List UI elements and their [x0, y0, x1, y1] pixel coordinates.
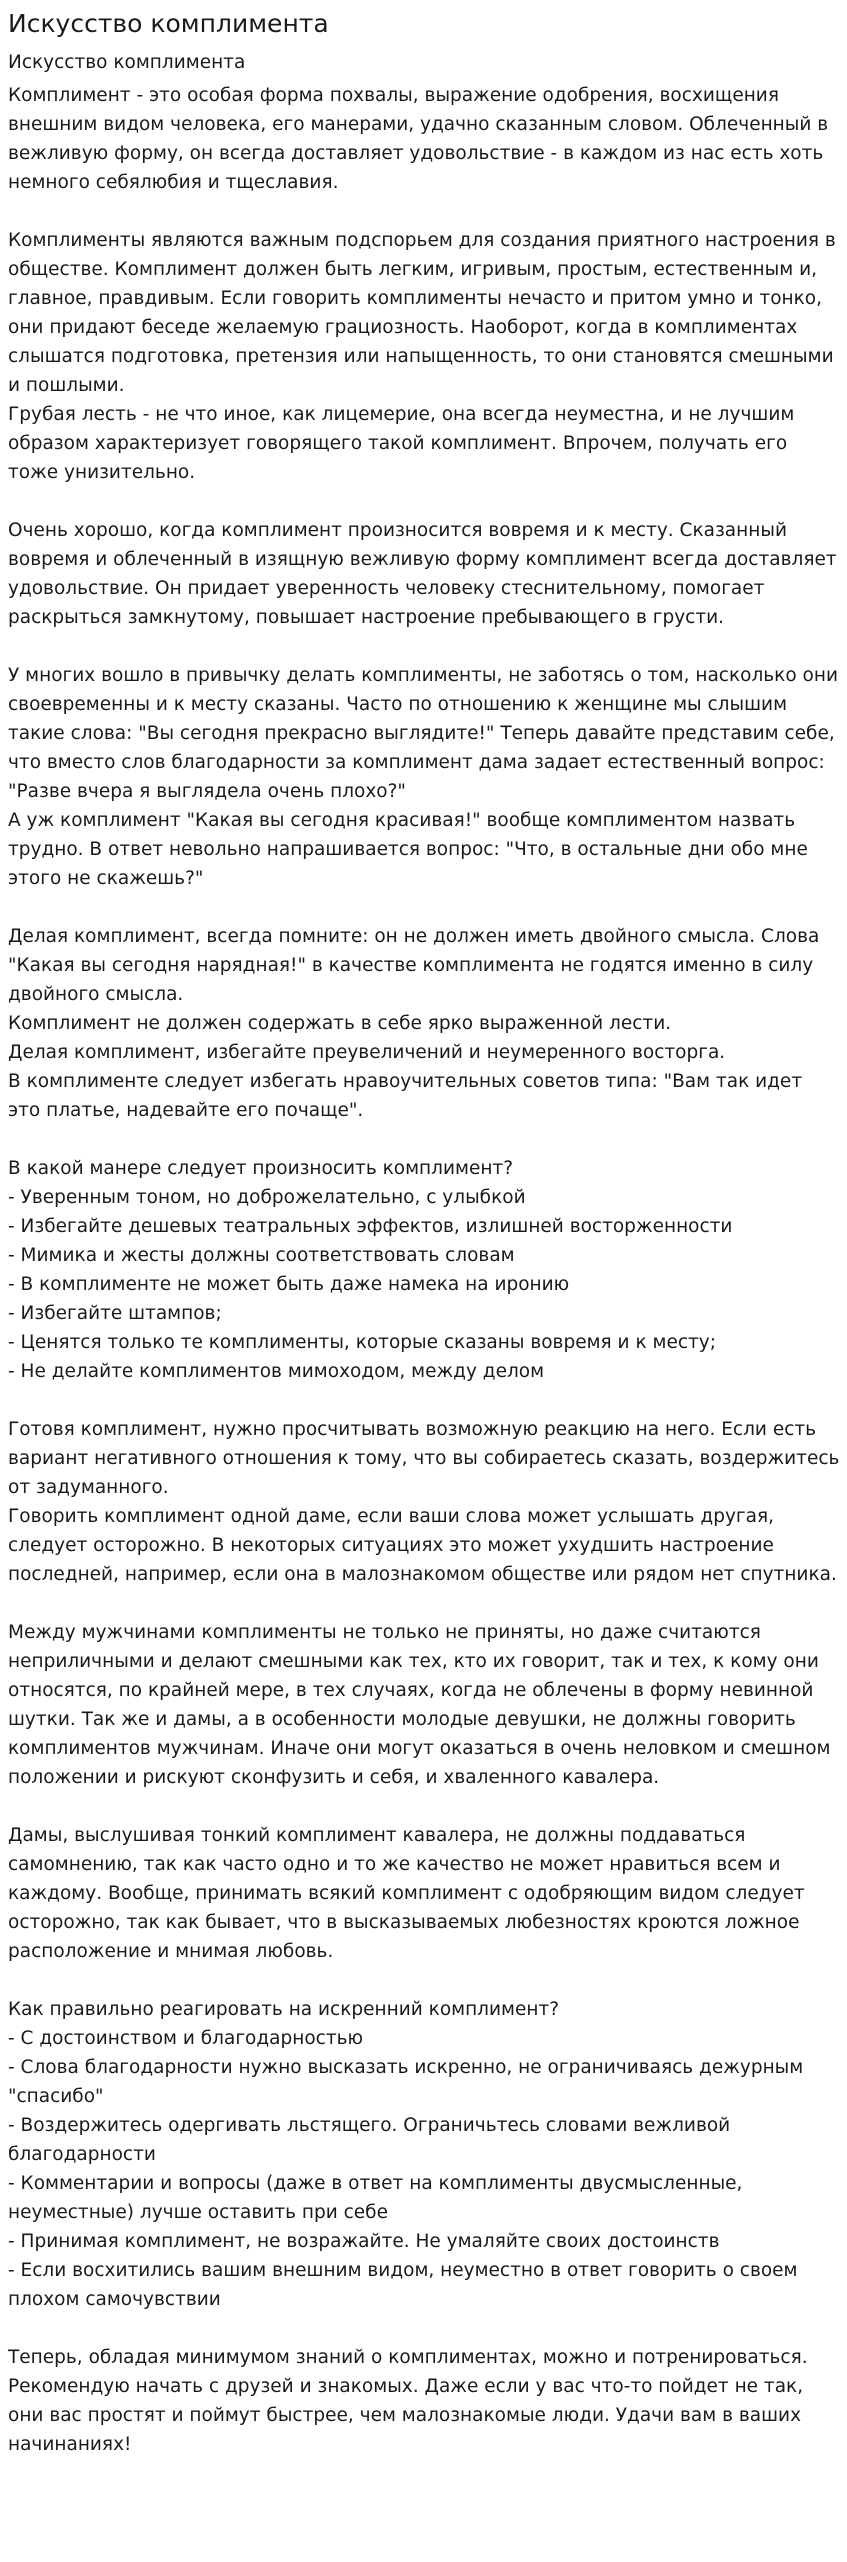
- article-subtitle: Искусство комплимента: [8, 52, 246, 73]
- page-title: Искусство комплимента: [8, 9, 329, 38]
- article-page: [8, 0, 840, 2459]
- article-body: Комплимент - это особая форма похвалы, выражение одобрения, восхищения внешним видом человека, его манерами, удачно сказанным словом. Облеченный в вежливую форму, он всегда доставляет удовольствие - в каждом из нас есть хоть немного себялюбия и тщеславия. Комплименты являются важным подспорьем для создания приятного настроения в обществе. Комплимент должен быть легким, игривым, простым, естественным и, главное, правдивым. Если говорить комплименты нечасто и притом умно и тонко, они придают беседе желаемую грациозность. Наоборот, когда в комплиментах слышатся подготовка, претензия или напыщенность, то они становятся смешными и пошлыми. Грубая лесть - не что иное, как лицемерие, она всегда неуместна, и не лучшим образом характеризует говорящего такой комплимент. Впрочем, получать его тоже унизительно. Очень хорошо, когда комплимент произносится вовремя и к месту. Сказанный вовремя и облеченный в изящную вежливую форму комплимент всегда доставляет удовольствие. Он придает уверенность человеку стеснительному, помогает раскрыться замкнутому, повышает настроение пребывающего в грусти. У многих вошло в привычку делать комплименты, не заботясь о том, насколько они своевременны и к месту сказаны. Часто по отношению к женщине мы слышим такие слова: "Вы сегодня прекрасно выглядите!" Теперь давайте представим себе, что вместо слов благодарности за комплимент дама задает естественный вопрос: "Разве вчера я выглядела очень плохо?" А уж комплимент "Какая вы сегодня красивая!" вообще комплиментом назвать трудно. В ответ невольно напрашивается вопрос: "Что, в остальные дни обо мне этого не скажешь?" Делая комплимент, всегда помните: он не должен иметь двойного смысла. Слова "Какая вы сегодня нарядная!" в качестве комплимента не годятся именно в силу двойного смысла. Комплимент не должен содержать в себе ярко выраженной лести. Делая комплимент, избегайте преувеличений и неумеренного восторга. В комплименте следует избегать нравоучительных советов типа: "Вам так идет это платье, надевайте его почаще". В какой манере следует произносить комплимент? - Уверенным тоном, но доброжелательно, с улыбкой - Избегайте дешевых театральных эффектов, излишней восторженности - Мимика и жесты должны соответствовать словам - В комплименте не может быть даже намека на иронию - Избегайте штампов; - Ценятся только те комплименты, которые сказаны вовремя и к месту; - Не делайте комплиментов мимоходом, между делом Готовя комплимент, нужно просчитывать возможную реакцию на него. Если есть вариант негативного отношения к тому, что вы собираетесь сказать, воздержитесь от задуманного. Говорить комплимент одной даме, если ваши слова может услышать другая, следует осторожно. В некоторых ситуациях это может ухудшить настроение последней, например, если она в малознакомом обществе или рядом нет спутника. Между мужчинами комплименты не только не приняты, но даже считаются неприличными и делают смешными как тех, кто их говорит, так и тех, к кому они относятся, по крайней мере, в тех случаях, когда не облечены в форму невинной шутки. Так же и дамы, а в особенности молодые девушки, не должны говорить комплиментов мужчинам. Иначе они могут оказаться в очень неловком и смешном положении и рискуют сконфузить и себя, и хваленного кавалера. Дамы, выслушивая тонкий комплимент кавалера, не должны поддаваться самомнению, так как часто одно и то же качество не может нравиться всем и каждому. Вообще, принимать всякий комплимент с одобряющим видом следует осторожно, так как бывает, что в высказываемых любезностях кроются ложное расположение и мнимая любовь. Как правильно реагировать на искренний комплимент? - С достоинством и благодарностью - Слова благодарности нужно высказать искренно, не ограничиваясь дежурным "спасибо" - Воздержитесь одергивать льстящего. Ограничьтесь словами вежливой благодарности - Комментарии и вопросы (даже в ответ на комплименты двусмысленные, неуместные) лучше оставить при себе - Принимая комплимент, не возражайте. Не умаляйте своих достоинств - Если восхитились вашим внешним видом, неуместно в ответ говорить о своем плохом самочувствии Теперь, обладая минимумом знаний о комплиментах, можно и потренироваться. Рекомендую начать с друзей и знакомых. Даже если у вас что-то пойдет не так, они вас простят и поймут быстрее, чем малознакомые люди. Удачи вам в ваших начинаниях!: [8, 85, 840, 2455]
